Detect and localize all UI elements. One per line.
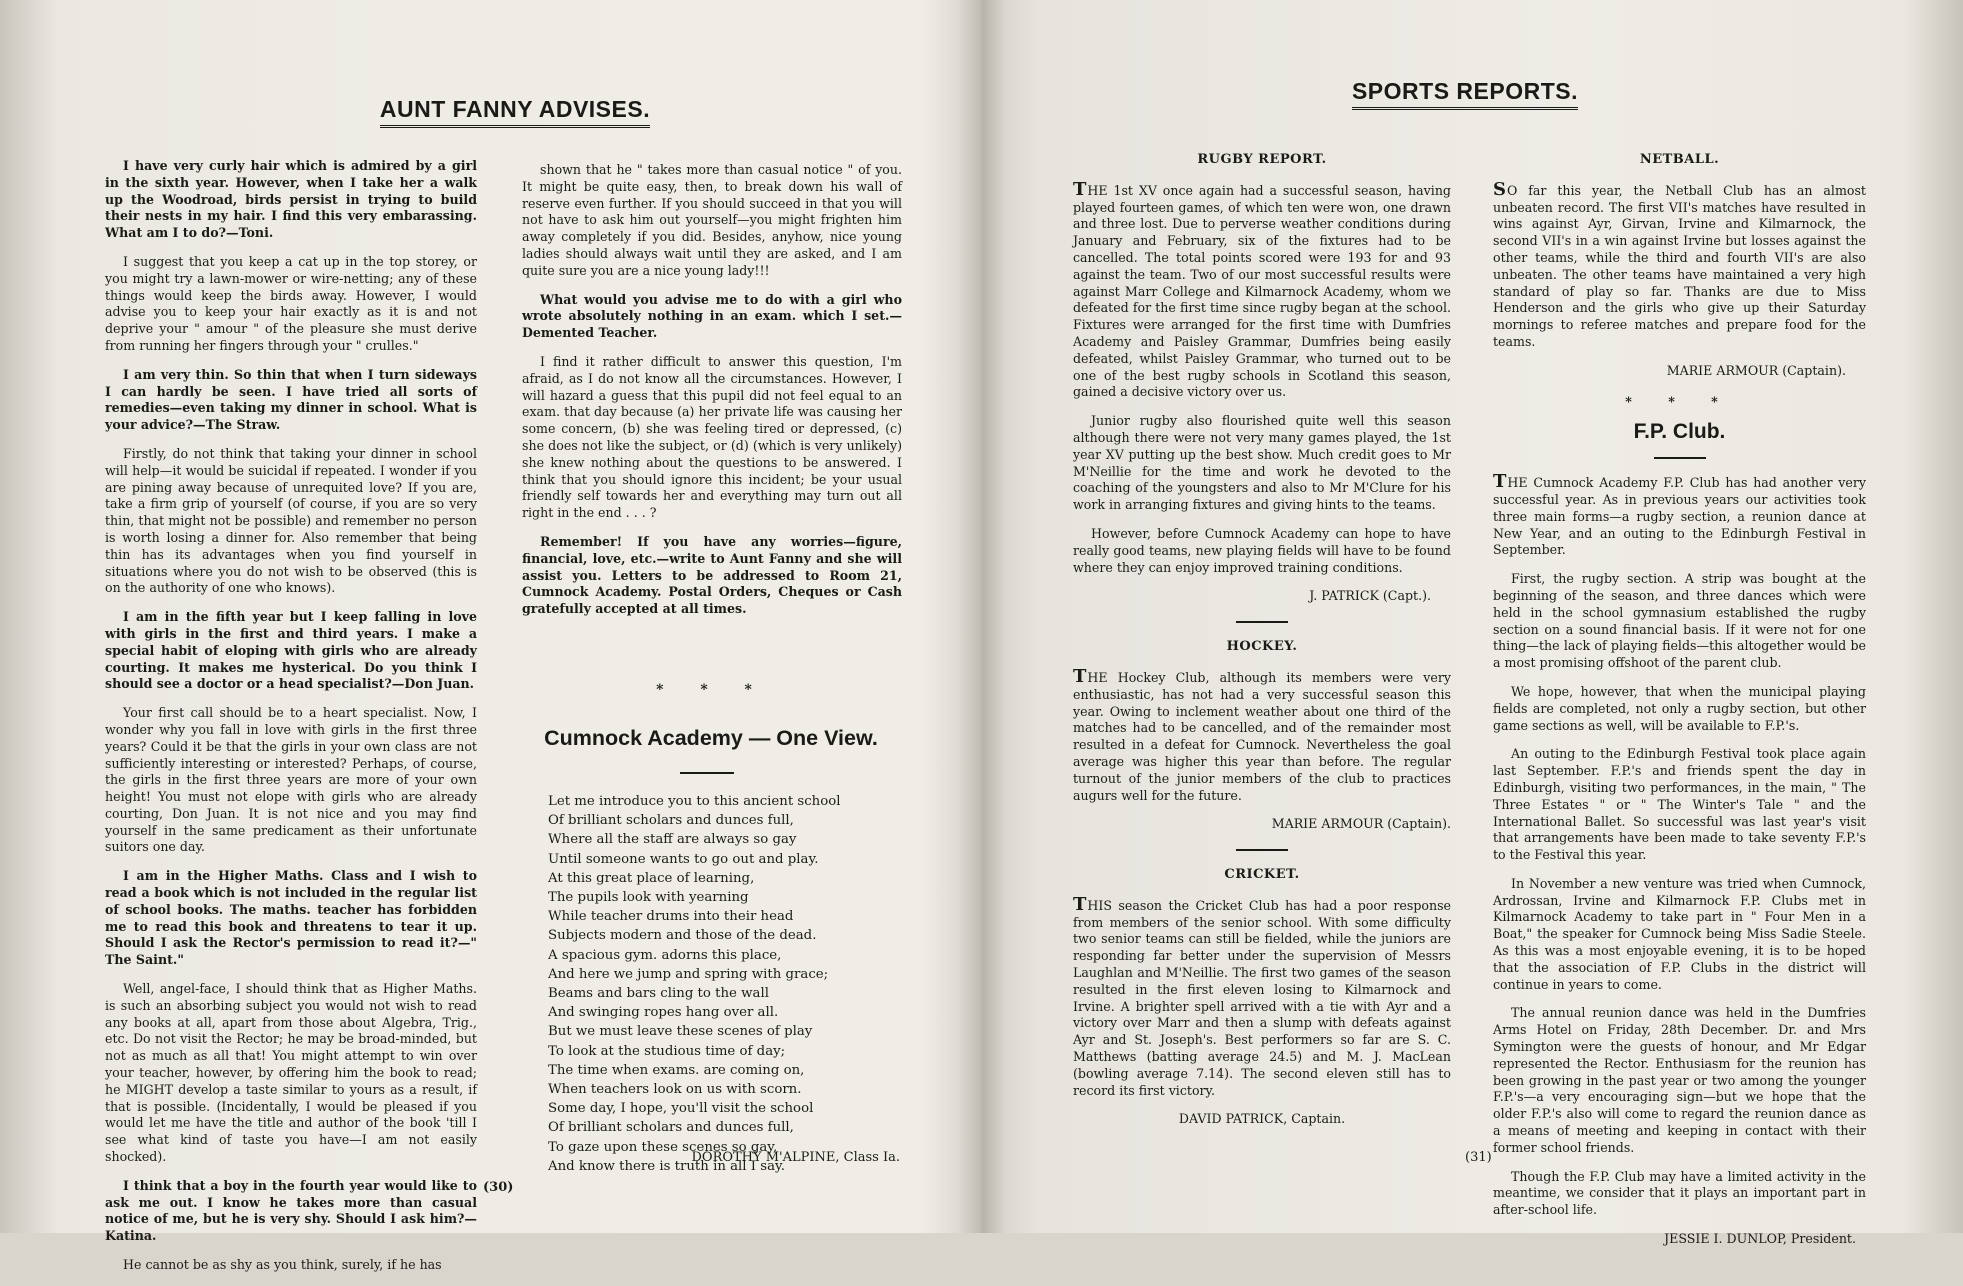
poem-line: Let me introduce you to this ancient school — [548, 794, 841, 809]
poem-line: And here we jump and spring with grace; — [548, 966, 829, 982]
page-number-left: (30) — [483, 1180, 514, 1195]
paragraph — [1493, 178, 1866, 351]
drop-cap: T — [1493, 471, 1507, 493]
poem-rule — [680, 772, 734, 774]
rugby-signature: J. PATRICK (Capt.). — [1309, 588, 1431, 604]
drop-cap: T — [1073, 178, 1087, 200]
paragraph: Your first call should be to a heart specialist. Now, I wonder why you fall in love with girls in the first three years? Could it be that the girls in your own class are not sufficiently interesting or interested? Perhaps, of course, the girls in the first three years are more of your own height! You must not elope with girls who are already courting, Don Juan. It is not nice and you may find yourself in the same predicament as their unfortunate suitors one day. — [105, 705, 477, 855]
paragraph-text: HE Cumnock Academy F.P. Club has had another very successful year. As in previous years our activities took three main forms—a rugby section, a reunion dance at New Year, and an outing to the Edinburgh Festival in September. — [1493, 475, 1866, 558]
hockey-signature: MARIE ARMOUR (Captain). — [1271, 816, 1451, 832]
poem-line: Beams and bars cling to the wall — [548, 986, 769, 1002]
poem-line: To look at the studious time of day; — [548, 1043, 786, 1059]
netball-signature: MARIE ARMOUR (Captain). — [1666, 362, 1846, 378]
paragraph: Remember! If you have any worries—figure, financial, love, etc.—write to Aunt Fanny and she will assist you. Letters to be addressed to Room 21, Cumnock Academy. Postal Orders, Cheques or Cash gratefully accepted at all times. — [522, 533, 902, 617]
paragraph: Though the F.P. Club may have a limited activity in the meantime, we consider that it plays an important part in after-school life. — [1493, 1168, 1866, 1218]
poem-line: At this great place of learning, — [548, 870, 755, 886]
paragraph — [1493, 471, 1866, 559]
paragraph: An outing to the Edinburgh Festival took place again last September. F.P.'s and friends spent the day in Edinburgh, visiting two performances, in the main, " The Three Estates " or " The Winter's Tale " and the International Ballet. So successful was last year's visit that arrangements have been made to take seventy F.P.'s to the Festival this year. — [1493, 746, 1866, 863]
poem-line: But we must leave these scenes of play — [548, 1024, 813, 1040]
fp-club-heading: F.P. Club. — [1633, 420, 1726, 444]
poem-line: When teachers look on us with scorn. — [548, 1082, 802, 1098]
paragraph-text: HE 1st XV once again had a successful season, having played fourteen games, of which ten were won, one drawn and three lost. Due to perverse weather conditions during January and February, six of the fixtures had to be cancelled. The total points scored were 193 for and 93 against the team. Two of our most successful results were against Marr College and Kilmarnock Academy, whom we defeated for the first time since rugby began at the school. Fixtures were arranged for the first time with Dumfries Academy and Paisley Grammar, Dumfries being easily defeated, whilst Paisley Grammar, who turned out to be one of the best rugby schools in Scotland this season, gained a decisive victory over us. — [1073, 182, 1451, 400]
poem-line: Where all the staff are always so gay — [548, 832, 797, 848]
paragraph — [1073, 665, 1451, 804]
paragraph: shown that he " takes more than casual notice " of you. It might be quite easy, then, to break down his wall of reserve even further. If you should succeed in that you will not have to ask him out yourself—you might frighten him away completely if you did. Besides, anyhow, nice young ladies should always wait until they are asked, and I am quite sure you are a nice young lady!!! — [522, 162, 902, 278]
advice-column-2 — [522, 162, 902, 630]
poem-line: Some day, I hope, you'll visit the school — [548, 1101, 814, 1117]
poem-line: While teacher drums into their head — [548, 909, 794, 925]
rugby-report — [1073, 178, 1451, 577]
hockey-heading: HOCKEY. — [1226, 639, 1298, 655]
left-page-title: AUNT FANNY ADVISES. — [355, 96, 675, 123]
poem-line: And swinging ropes hang over all. — [548, 1005, 779, 1021]
paragraph: The annual reunion dance was held in the Dumfries Arms Hotel on Friday, 28th December. Dr. and Mrs Symington were the guests of honour, and Mr Edgar represented the Rector. Enthusiasm for the reunion has been growing in the past year or two among the younger F.P.'s—a very encouraging sign—but we hope that the older F.P.'s also will come to regard the reunion dance as a means of meeting and keeping in contact with their former school friends. — [1493, 1005, 1866, 1155]
divider-rule — [1236, 849, 1288, 851]
rugby-heading: RUGBY REPORT. — [1197, 152, 1327, 167]
paragraph — [1073, 893, 1451, 1100]
paragraph: However, before Cumnock Academy can hope to have really good teams, new playing fields will have to be found where they can enjoy improved training conditions. — [1073, 525, 1451, 575]
divider-rule — [1654, 457, 1706, 459]
sports-column-1 — [1073, 146, 1451, 1140]
paragraph: I find it rather difficult to answer this question, I'm afraid, as I do not know all the circumstances. However, I will hazard a guess that this pupil did not feel equal to an exam. that day because (a) her private life was causing her some concern, (b) she was feeling tired or depressed, (c) she does not like the subject, or (d) (which is very unlikely) she knew nothing about the questions to be answered. I think that you should ignore this incident; be your usual friendly self towards her and everything may turn out all right in the end . . . ? — [522, 353, 902, 521]
poem-line: The time when exams. are coming on, — [548, 1062, 805, 1078]
poem-author: DOROTHY M'ALPINE, Class Ia. — [691, 1150, 900, 1165]
divider-rule — [1236, 621, 1288, 623]
paragraph: I am in the Higher Maths. Class and I wish to read a book which is not included in the regular list of school books. The maths. teacher has forbidden me to read this book and threatens to tear it up. Should I ask the Rector's permission to read it?—" The Saint." — [105, 868, 477, 968]
poem-line: To gaze upon these scenes so gay, — [548, 1139, 778, 1155]
netball-report — [1493, 178, 1866, 351]
paragraph: Junior rugby also flourished quite well this season although there were not very many games played, the 1st year XV putting up the best show. Much credit goes to Mr M'Neillie for the time and work he devoted to the coaching of the youngsters and also to Mr M'Clure for his work in arranging fixtures and giving hints to the teams. — [1073, 413, 1451, 513]
cricket-heading: CRICKET. — [1224, 867, 1300, 883]
paragraph-text: O far this year, the Netball Club has an almost unbeaten record. The first VII's matches have resulted in wins against Ayr, Girvan, Irvine and Kilmarnock, the second VII's in a win against Irvine but losses against the other teams, while the third and fourth VII's are also unbeaten. The other teams have maintained a very high standard of play so far. Thanks are due to Miss Henderson and the girls who give up their Saturday mornings to referee matches and prepare food for the teams. — [1493, 182, 1866, 349]
netball-heading: NETBALL. — [1639, 152, 1720, 167]
poem-line: Subjects modern and those of the dead. — [548, 928, 817, 944]
paragraph: What would you advise me to do with a girl who wrote absolutely nothing in an exam. which I set.—Demented Teacher. — [522, 291, 902, 341]
paragraph: Firstly, do not think that taking your dinner in school will help—it would be suicidal if repeated. I wonder if you are pining away because of unrequited love? If you are, take a firm grip of yourself (of course, if you are so very thin, that might not be possible) and remember no person is worth losing a dinner for. Also remember that being thin has its advantages when you find yourself in situations where you do not wish to be observed (this is on the authority of one who knows). — [105, 445, 477, 596]
poem-line: The pupils look with yearning — [548, 890, 749, 906]
poem-title: Cumnock Academy — One View. — [544, 726, 878, 750]
poem-body — [548, 792, 908, 1176]
poem-line: Of brilliant scholars and dunces full, — [548, 1120, 794, 1136]
paragraph: I am very thin. So thin that when I turn sideways I can hardly be seen. I have tried all sorts of remedies—even taking my dinner in school. What is your advice?—The Straw. — [105, 366, 477, 433]
sports-column-2 — [1493, 146, 1866, 1260]
cricket-signature: DAVID PATRICK, Captain. — [1178, 1111, 1346, 1127]
fp-club-report — [1493, 471, 1866, 1219]
poem-line: And know there is truth in all I say. — [548, 1158, 785, 1174]
paragraph — [1073, 178, 1451, 401]
paragraph: Well, angel-face, I should think that as Higher Maths. is such an absorbing subject you would not wish to read any books at all, apart from those about Algebra, Trig., etc. Do not visit the Rector; he may be broad-minded, but not as much as all that! You might attempt to win over your teacher, however, by offering him the book to read; he MIGHT develop a taste similar to yours as a result, if that is possible. (Incidentally, I would be pleased if you would let me have the title and author of the book 'till I see what kind of taste you have—I am not easily shocked). — [105, 981, 477, 1165]
page-fold — [958, 0, 1006, 1233]
paragraph: We hope, however, that when the municipal playing fields are completed, not only a rugby section, but other game sections as well, will be available to F.P.'s. — [1493, 683, 1866, 733]
stars-divider-left: * * * — [656, 682, 768, 698]
right-page-title: SPORTS REPORTS. — [1330, 78, 1600, 105]
poem-line: Of brilliant scholars and dunces full, — [548, 813, 794, 829]
hockey-report — [1073, 665, 1451, 804]
fp-signature: JESSIE I. DUNLOP, President. — [1664, 1231, 1856, 1247]
page-number-right: (31) — [1465, 1150, 1492, 1165]
cricket-report — [1073, 893, 1451, 1100]
paragraph: First, the rugby section. A strip was bought at the beginning of the season, and three dances which were held in the school gymnasium established the rugby section on a sound financial basis. If it were not for one thing—the lack of playing fields—this altogether would be a most promising offshoot of the parent club. — [1493, 571, 1866, 671]
drop-cap: S — [1493, 178, 1506, 200]
stars-divider-right: * * * — [1625, 393, 1734, 409]
poem-line: A spacious gym. adorns this place, — [548, 947, 782, 963]
advice-column-1 — [105, 158, 477, 1286]
paragraph-text: HE Hockey Club, although its members were very enthusiastic, has not had a very successful season this year. Owing to inclement weather about one third of the matches had to be cancelled, and of the remainder most resulted in a defeat for Cumnock. Nevertheless the goal average was higher this year than before. The regular turnout of the junior members of the club to practices augurs well for the future. — [1073, 669, 1451, 803]
paragraph: He cannot be as shy as you think, surely, if he has — [123, 1257, 442, 1273]
drop-cap: T — [1073, 665, 1087, 687]
drop-cap: T — [1073, 893, 1087, 915]
paragraph-text: HIS season the Cricket Club has had a poor response from members of the senior school. With some difficulty two senior teams can still be fielded, while the juniors are responding far better under the supervision of Messrs Laughlan and M'Neillie. The first two games of the season resulted in the first eleven losing to Kilmarnock and Irvine. A brighter spell arrived with a tie with Ayr and a victory over Marr and then a slump with defeats against Ayr and St. Joseph's. Best performers so far are S. C. Matthews (batting average 24.5) and M. J. MacLean (bowling average 7.14). The second eleven still has to record its first victory. — [1073, 897, 1451, 1098]
paragraph: I am in the fifth year but I keep falling in love with girls in the first and third years. I make a special habit of eloping with girls who are already courting. It makes me hysterical. Do you think I should see a doctor or a head specialist?—Don Juan. — [105, 609, 477, 692]
paragraph: In November a new venture was tried when Cumnock, Ardrossan, Irvine and Kilmarnock F.P. Clubs met in Kilmarnock Academy to take part in " Four Men in a Boat," the speaker for Cumnock being Miss Sadie Steele. As this was a most enjoyable evening, it is to be hoped that the association of F.P. Clubs in the district will continue in years to come. — [1493, 875, 1866, 992]
paragraph: I suggest that you keep a cat up in the top storey, or you might try a lawn-mower or wire-netting; any of these things would keep the birds away. However, I would advise you to keep your hair exactly as it is and not deprive your " amour " of the pleasure she must derive from running her fingers through your " crulles." — [105, 253, 477, 353]
paragraph: I think that a boy in the fourth year would like to ask me out. I know he takes more than casual notice of me, but he is very shy. Should I ask him?—Katina. — [105, 1177, 477, 1244]
paragraph: I have very curly hair which is admired by a girl in the sixth year. However, when I take her a walk up the Woodroad, birds persist in trying to build their nests in my hair. I find this very embarassing. What am I to do?—Toni. — [105, 158, 477, 241]
poem-line: Until someone wants to go out and play. — [548, 851, 819, 867]
